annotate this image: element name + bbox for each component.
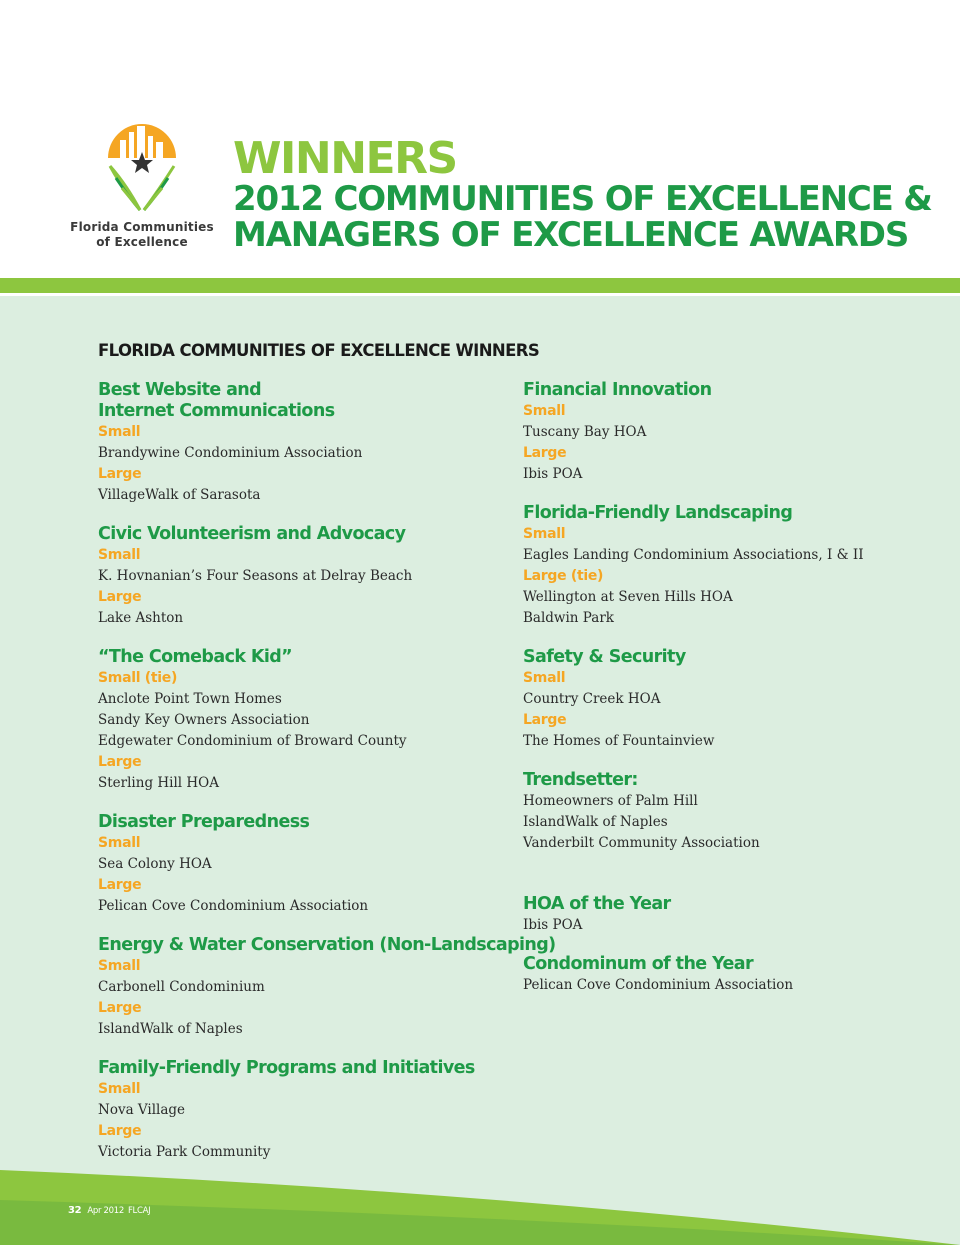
size-category-label: Small	[523, 670, 566, 686]
winner-name: Pelican Cove Condominium Association	[523, 977, 794, 993]
award-block	[523, 894, 943, 936]
award-block	[523, 647, 943, 752]
size-category-label: Small	[98, 547, 141, 563]
winner-name: The Homes of Fountainview	[523, 733, 715, 749]
logo-line-2: of Excellence	[96, 235, 188, 249]
page-title: WINNERS	[233, 133, 457, 184]
winner-name: Sea Colony HOA	[98, 856, 212, 872]
issue-date: Apr 2012	[87, 1206, 124, 1216]
right-award-column	[523, 380, 943, 996]
page-footer	[68, 1205, 154, 1216]
florida-communities-logo	[62, 118, 222, 253]
award-title: Best Website and	[98, 380, 262, 400]
size-category-label: Large	[523, 445, 567, 461]
award-block	[98, 647, 518, 794]
winner-name: IslandWalk of Naples	[98, 1021, 243, 1037]
winner-name: Sandy Key Owners Association	[98, 712, 310, 728]
award-block	[98, 812, 518, 917]
award-title: Family-Friendly Programs and Initiatives	[98, 1058, 475, 1078]
subtitle-line-2: MANAGERS OF EXCELLENCE AWARDS	[233, 215, 909, 255]
winner-name: Nova Village	[98, 1102, 186, 1118]
winner-name: IslandWalk of Naples	[523, 814, 668, 830]
award-block	[98, 935, 556, 1040]
award-block	[523, 380, 943, 485]
award-title: Financial Innovation	[523, 380, 712, 400]
winner-name: Anclote Point Town Homes	[98, 691, 282, 707]
award-title: “The Comeback Kid”	[98, 647, 293, 667]
award-title: Florida-Friendly Landscaping	[523, 503, 793, 523]
award-block	[523, 954, 943, 996]
size-category-label: Large	[98, 466, 142, 482]
winner-name: Sterling Hill HOA	[98, 775, 219, 791]
winner-name: Wellington at Seven Hills HOA	[523, 589, 733, 605]
winner-name: Pelican Cove Condominium Association	[98, 898, 369, 914]
page-number: 32	[68, 1205, 82, 1216]
size-category-label: Large	[523, 712, 567, 728]
winner-name: Vanderbilt Community Association	[523, 835, 760, 851]
size-category-label: Large (tie)	[523, 568, 604, 584]
size-category-label: Small	[523, 403, 566, 419]
winner-name: Ibis POA	[523, 466, 583, 482]
winner-name: Homeowners of Palm Hill	[523, 793, 698, 809]
winner-name: VillageWalk of Sarasota	[98, 487, 261, 503]
size-category-label: Small (tie)	[98, 670, 178, 686]
winner-name: Baldwin Park	[523, 610, 614, 626]
size-category-label: Large	[98, 754, 142, 770]
winner-name: Edgewater Condominium of Broward County	[98, 733, 407, 749]
winner-name: Victoria Park Community	[98, 1144, 271, 1160]
section-heading: FLORIDA COMMUNITIES OF EXCELLENCE WINNERS	[98, 341, 540, 360]
award-block	[523, 503, 943, 629]
size-category-label: Small	[98, 1081, 141, 1097]
size-category-label: Small	[523, 526, 566, 542]
footer-wave	[0, 1160, 960, 1245]
logo-text	[62, 220, 222, 250]
winner-name: Ibis POA	[523, 917, 583, 933]
winner-name: Eagles Landing Condominium Associations, I & II	[523, 547, 864, 563]
winner-name: Lake Ashton	[98, 610, 184, 626]
logo-line-1: Florida Communities	[70, 220, 214, 234]
winner-name: Carbonell Condominium	[98, 979, 265, 995]
winner-name: Country Creek HOA	[523, 691, 661, 707]
size-category-label: Large	[98, 1123, 142, 1139]
publication-name: FLCAJ	[127, 1206, 151, 1216]
winner-name: Tuscany Bay HOA	[523, 424, 647, 440]
award-title: HOA of the Year	[523, 894, 671, 914]
award-title: Internet Communications	[98, 401, 335, 421]
award-block	[523, 770, 943, 854]
winner-name: Brandywine Condominium Association	[98, 445, 363, 461]
size-category-label: Large	[98, 877, 142, 893]
award-block	[98, 1058, 518, 1163]
size-category-label: Large	[98, 1000, 142, 1016]
award-title: Disaster Preparedness	[98, 812, 310, 832]
award-title: Energy & Water Conservation (Non-Landscaping)	[98, 935, 556, 955]
award-title: Condominum of the Year	[523, 954, 754, 974]
award-title: Trendsetter:	[523, 770, 638, 790]
header-divider-bar	[0, 278, 960, 293]
award-title: Safety & Security	[523, 647, 686, 667]
size-category-label: Small	[98, 958, 141, 974]
award-title: Civic Volunteerism and Advocacy	[98, 524, 406, 544]
subtitle-line-1: 2012 COMMUNITIES OF EXCELLENCE &	[233, 179, 932, 219]
skyline-sun-icon	[102, 118, 182, 218]
size-category-label: Small	[98, 835, 141, 851]
award-block	[98, 524, 518, 629]
winner-name: K. Hovnanian’s Four Seasons at Delray Beach	[98, 568, 413, 584]
page-header	[0, 0, 960, 278]
award-block	[98, 380, 518, 506]
size-category-label: Small	[98, 424, 141, 440]
size-category-label: Large	[98, 589, 142, 605]
